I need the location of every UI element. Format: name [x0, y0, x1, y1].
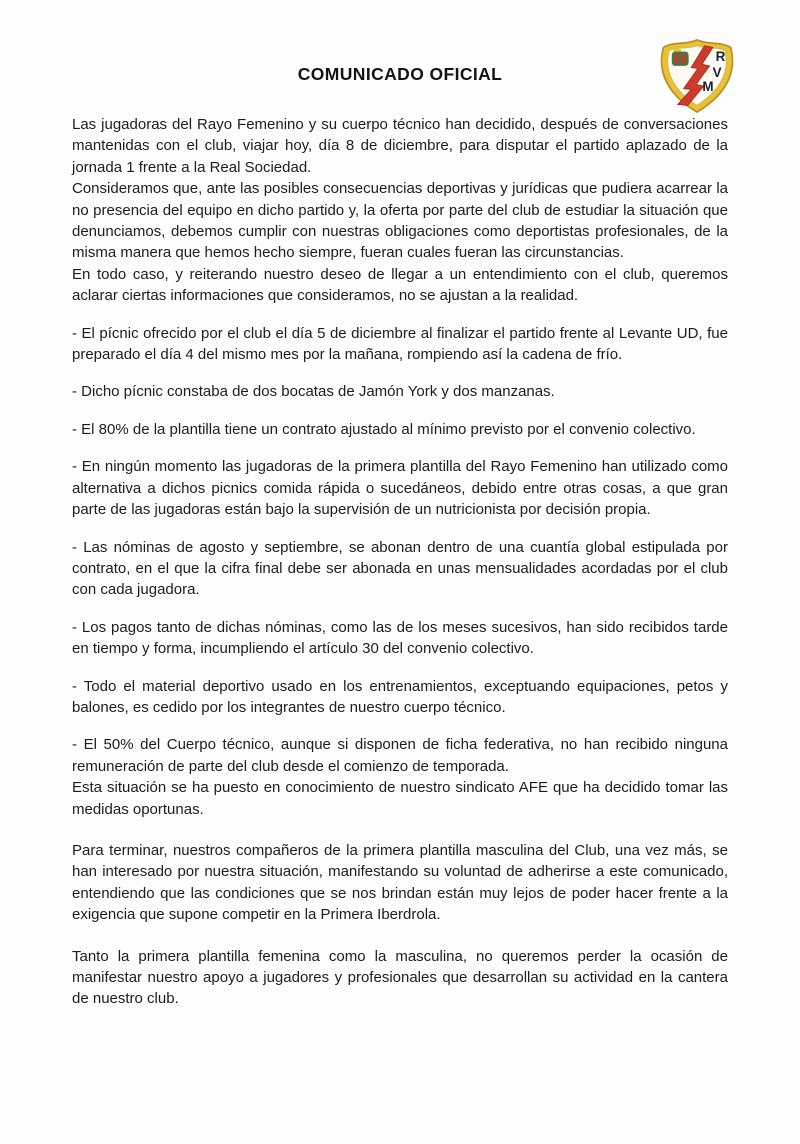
bullet-picnic-contenido: - Dicho pícnic constaba de dos bocatas de Jamón York y dos manzanas. [72, 383, 555, 401]
bullet-nominas: - Las nóminas de agosto y septiembre, se abonan dentro de una cuantía global estipulada por contrato, en el que la cifra final debe ser abonada en unas mensualidades acordadas por el club con cada jugadora. [72, 538, 728, 599]
bullet-pagos-tarde: - Los pagos tanto de dichas nóminas, como las de los meses sucesivos, han sido recibidos tarde en tiempo y forma, incumpliendo el artículo 30 del convenio colectivo. [72, 618, 728, 658]
bullet-picnic-fecha: - El pícnic ofrecido por el club el día 5 de diciembre al finalizar el partido frente al Levante UD, fue preparado el día 4 del mismo mes por la mañana, rompiendo así la cadena de frío. [72, 324, 728, 364]
bullet-cuerpo-tecnico: - El 50% del Cuerpo técnico, aunque si disponen de ficha federativa, no han recibido ninguna remuneración de parte del club desde el comienzo de temporada. [72, 736, 728, 775]
bullet-contratos-minimos: - El 80% de la plantilla tiene un contrato ajustado al mínimo previsto por el convenio colectivo. [72, 420, 696, 438]
bullet-nutricionista: - En ningún momento las jugadoras de la primera plantilla del Rayo Femenino han utilizado como alternativa a dichos picnics comida rápida o sucedáneos, debido entre otras cosas, a que gran parte de las jugadoras están bajo la supervisión de un nutricionista por decisión propia. [72, 458, 728, 519]
bullet-material-deportivo: - Todo el material deportivo usado en los entrenamientos, exceptuando equipaciones, petos y balones, es cedido por los integrantes de nuestro cuerpo técnico. [72, 677, 728, 716]
paragraph-sindicato-afe: Esta situación se ha puesto en conocimiento de nuestro sindicato AFE que ha decidido tomar las medidas oportunas. [72, 779, 728, 818]
paragraph-en-todo-caso: En todo caso, y reiterando nuestro deseo de llegar a un entendimiento con el club, queremos aclarar ciertas informaciones que consideramos, no se ajustan a la realidad. [72, 265, 728, 305]
statement-body [72, 114, 728, 1010]
logo-letter-m: M [702, 79, 714, 95]
logo-letter-v: V [712, 64, 722, 80]
logo-letter-r: R [715, 48, 726, 64]
paragraph-consideramos: Consideramos que, ante las posibles consecuencias deportivas y jurídicas que pudiera acarrear la no presencia del equipo en dicho partido y, la oferta por parte del club de estudiar la situación que denunciamos, debemos cumplir con nuestras obligaciones como deportistas profesionales, de la misma manera que hemos hecho siempre, fueran cuales fueran las circunstancias. [72, 180, 728, 262]
rayo-vallecano-crest-icon [655, 37, 739, 115]
paragraph-cantera: Tanto la primera plantilla femenina como la masculina, no queremos perder la ocasión de manifestar nuestro apoyo a jugadores y profesionales que desarrollan su actividad en la cantera de nuestro club. [72, 947, 728, 1008]
paragraph-para-terminar: Para terminar, nuestros compañeros de la primera plantilla masculina del Club, una vez más, se han interesado por nuestra situación, manifestando su voluntad de adherirse a este comunicado, entendiendo que las condiciones que se nos brindan están muy lejos de poder hacer frente a la exigencia que supone competir en la Primera Iberdrola. [72, 841, 728, 924]
paragraph-intro: Las jugadoras del Rayo Femenino y su cuerpo técnico han decidido, después de conversaciones mantenidas con el club, viajar hoy, día 8 de diciembre, para disputar el partido aplazado de la jornada 1 frente a la Real Sociedad. [72, 116, 728, 176]
page-title: COMUNICADO OFICIAL [297, 64, 503, 84]
